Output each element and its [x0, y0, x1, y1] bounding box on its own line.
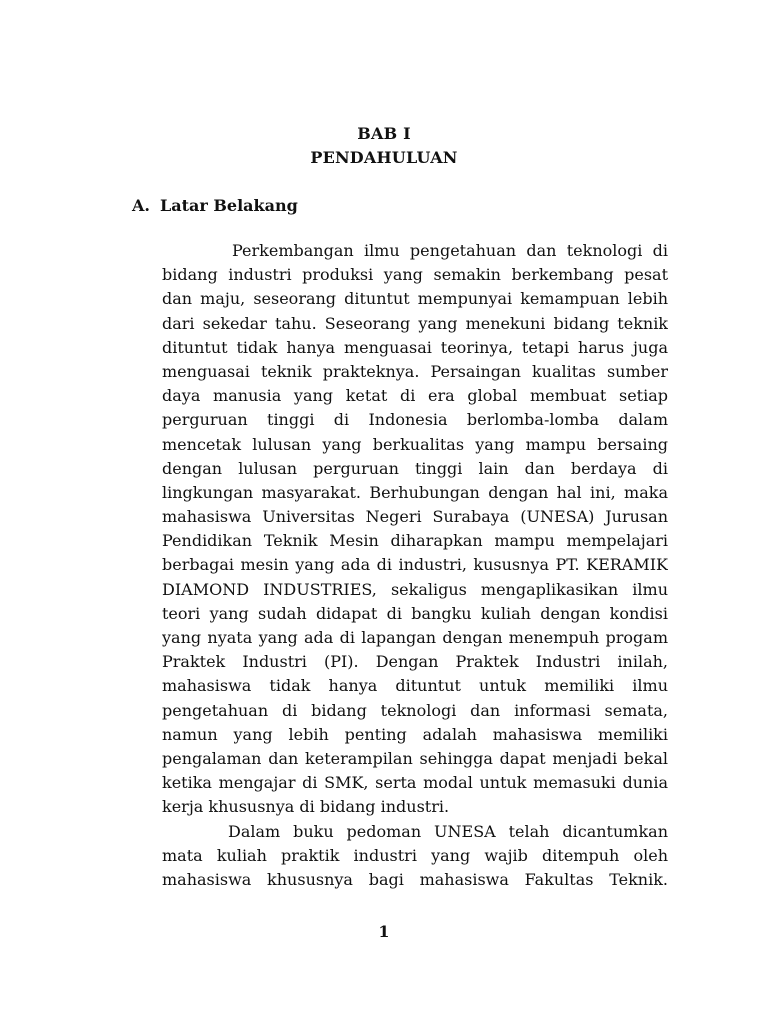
text-line: berbagai mesin yang ada di industri, kususnya PT. KERAMIK	[162, 555, 668, 575]
text-line: Pendidikan Teknik Mesin diharapkan mampu mempelajari	[162, 531, 668, 551]
page-number: 1	[378, 922, 390, 941]
text-line: mahasiswa khususnya bagi mahasiswa Fakultas Teknik.	[162, 869, 668, 889]
chapter-title: PENDAHULUAN	[310, 148, 458, 167]
text-line: yang nyata yang ada di lapangan dengan menempuh progam	[162, 628, 668, 647]
text-line: bidang industri produksi yang semakin berkembang pesat	[162, 265, 668, 285]
text-line: Perkembangan ilmu pengetahuan dan teknologi di	[232, 241, 668, 260]
section-letter: A.	[132, 196, 150, 215]
text-line: Dalam buku pedoman UNESA telah dicantumkan	[228, 821, 668, 841]
section-title: Latar Belakang	[160, 196, 298, 215]
text-line: dan maju, seseorang dituntut mempunyai kemampuan lebih	[162, 289, 668, 309]
text-line: lingkungan masyarakat. Berhubungan dengan hal ini, maka	[162, 482, 668, 502]
text-line: mencetak lulusan yang berkualitas yang mampu bersaing	[162, 434, 668, 454]
text-line: daya manusia yang ketat di era global membuat setiap	[162, 386, 668, 406]
text-line: teori yang sudah didapat di bangku kuliah dengan kondisi	[162, 603, 668, 623]
text-line: DIAMOND INDUSTRIES, sekaligus mengaplikasikan ilmu	[162, 579, 668, 599]
text-line: Praktek Industri (PI). Dengan Praktek Industri inilah,	[162, 652, 668, 672]
text-line: dituntut tidak hanya menguasai teorinya, tetapi harus juga	[162, 337, 668, 357]
text-line: perguruan tinggi di Indonesia berlomba-lomba dalam	[162, 410, 668, 430]
chapter-number: BAB I	[357, 124, 411, 143]
section-heading	[132, 196, 298, 215]
text-line: namun yang lebih penting adalah mahasiswa memiliki	[162, 724, 668, 744]
text-line: ketika mengajar di SMK, serta modal untuk memasuki dunia	[162, 773, 668, 793]
text-line: dari sekedar tahu. Seseorang yang menekuni bidang teknik	[162, 313, 668, 333]
text-line: menguasai teknik prakteknya. Persaingan kualitas sumber	[162, 361, 668, 381]
paragraph-1	[162, 239, 668, 820]
text-line: kerja khususnya di bidang industri.	[162, 797, 450, 817]
text-line: pengetahuan di bidang teknologi dan informasi semata,	[162, 700, 668, 720]
text-line: mahasiswa Universitas Negeri Surabaya (UNESA) Jurusan	[162, 507, 668, 527]
text-line: pengalaman dan keterampilan sehingga dapat menjadi bekal	[162, 748, 668, 768]
text-line: dengan lulusan perguruan tinggi lain dan berdaya di	[162, 458, 668, 478]
text-line: mahasiswa tidak hanya dituntut untuk memiliki ilmu	[162, 676, 668, 696]
paragraph-2	[162, 820, 668, 893]
text-line: mata kuliah praktik industri yang wajib ditempuh oleh	[162, 845, 668, 865]
body-text	[162, 239, 668, 892]
